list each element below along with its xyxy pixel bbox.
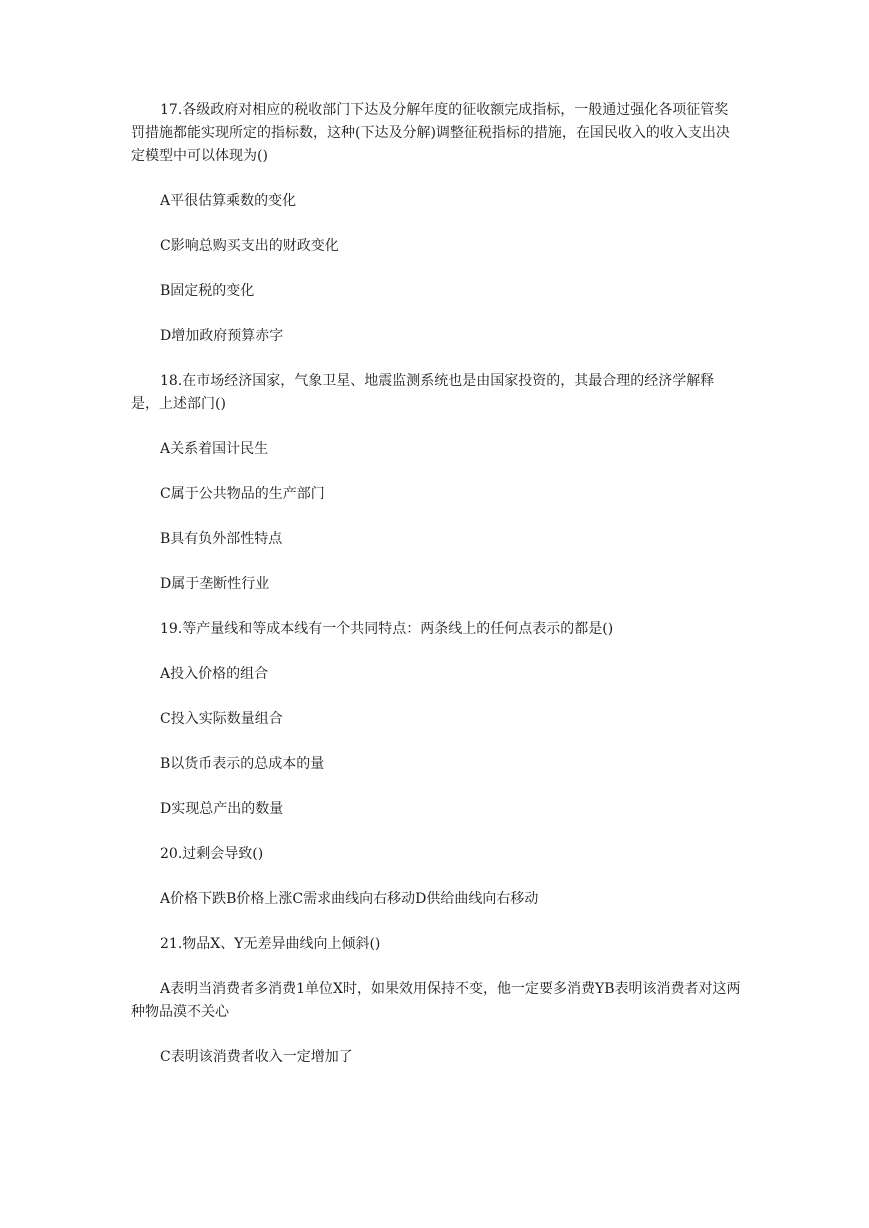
question-19: 19.等产量线和等成本线有一个共同特点：两条线上的任何点表示的都是() xyxy=(160,621,614,637)
question-17: 17.各级政府对相应的税收部门下达及分解年度的征收额完成指标，一般通过强化各项征管奖罚措施都能实现所定的指标数，这种(下达及分解)调整征税指标的措施，在国民收入的收入支出决定模型中可以体现为() xyxy=(131,102,730,164)
option-21-c: C表明该消费者收入一定增加了 xyxy=(160,1049,353,1065)
option-19-b: B以货币表示的总成本的量 xyxy=(160,756,325,772)
option-17-c: C影响总购买支出的财政变化 xyxy=(160,238,339,254)
option-18-a: A关系着国计民生 xyxy=(160,441,269,457)
option-17-b: B固定税的变化 xyxy=(160,283,255,299)
question-20: 20.过剩会导致() xyxy=(160,846,264,862)
option-19-a: A投入价格的组合 xyxy=(160,666,269,682)
option-18-c: C属于公共物品的生产部门 xyxy=(160,486,325,502)
option-17-d: D增加政府预算赤字 xyxy=(160,328,284,344)
option-21-a-b: A表明当消费者多消费1单位X时，如果效用保持不变，他一定要多消费YB表明该消费者对这两种物品漠不关心 xyxy=(131,981,741,1020)
option-18-d: D属于垄断性行业 xyxy=(160,576,270,592)
option-18-b: B具有负外部性特点 xyxy=(160,531,283,547)
question-18: 18.在市场经济国家，气象卫星、地震监测系统也是由国家投资的，其最合理的经济学解释是，上述部门() xyxy=(131,373,715,412)
document-body xyxy=(131,99,741,1091)
question-21: 21.物品X、Y无差异曲线向上倾斜() xyxy=(160,936,381,952)
option-17-a: A平很估算乘数的变化 xyxy=(160,193,297,209)
option-19-d: D实现总产出的数量 xyxy=(160,801,284,817)
option-19-c: C投入实际数量组合 xyxy=(160,711,283,727)
options-20: A价格下跌B价格上涨C需求曲线向右移动D供给曲线向右移动 xyxy=(160,891,539,907)
